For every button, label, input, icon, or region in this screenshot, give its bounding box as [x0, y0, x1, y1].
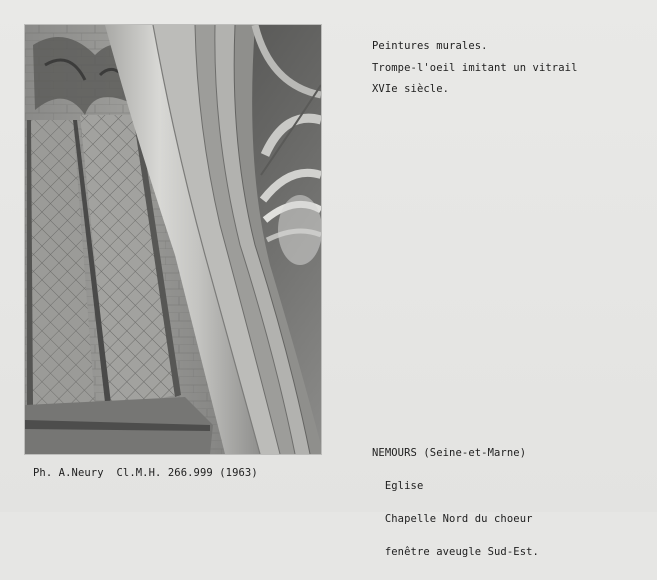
- location-detail: fenêtre aveugle Sud-Est.: [372, 546, 539, 558]
- caption-subject: Peintures murales.: [372, 40, 488, 52]
- photo-credit: Ph. A.Neury Cl.M.H. 266.999 (1963): [33, 467, 258, 479]
- location-block: [372, 426, 539, 580]
- caption-description: Trompe-l'oeil imitant un vitrail: [372, 62, 578, 74]
- location-building: Eglise: [372, 480, 424, 492]
- photograph: [25, 25, 321, 454]
- caption-century: XVIe siècle.: [372, 83, 450, 95]
- location-chapel: Chapelle Nord du choeur: [372, 513, 533, 525]
- photograph-image: [25, 25, 321, 454]
- location-town: NEMOURS (Seine-et-Marne): [372, 447, 527, 459]
